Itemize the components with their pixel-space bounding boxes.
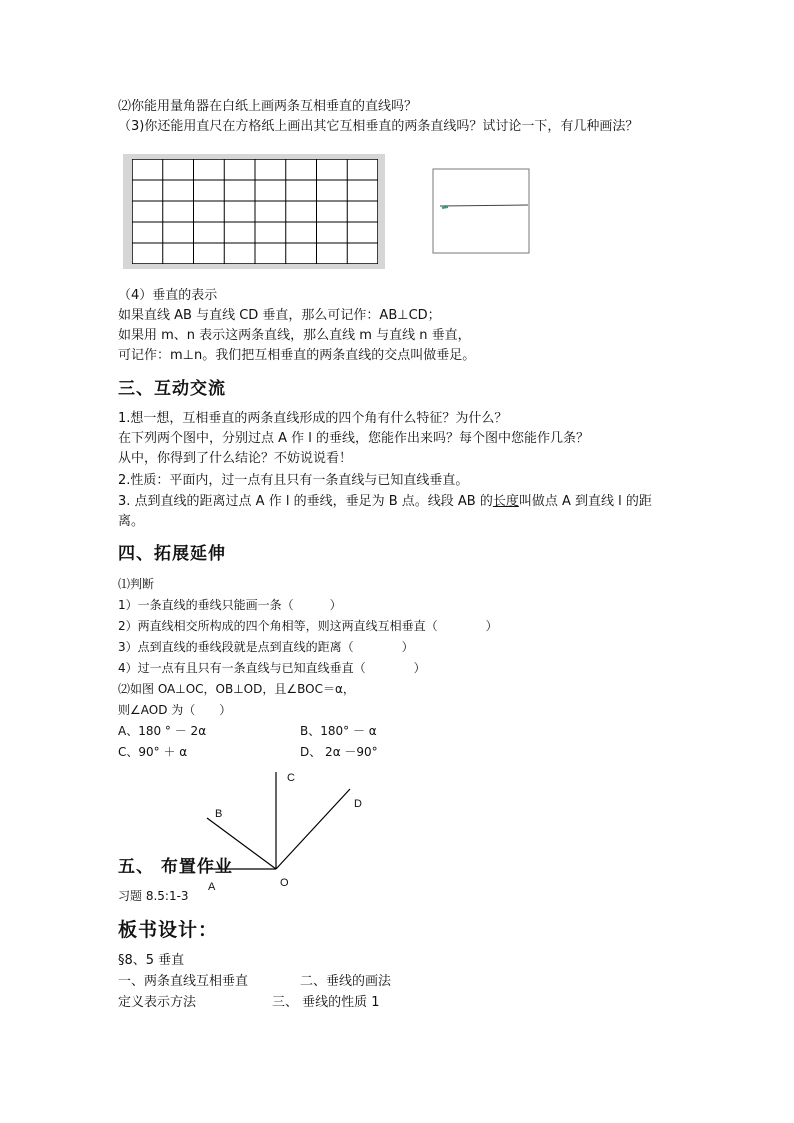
option-b: B、180° － α: [300, 724, 377, 738]
board-col2-b: 三、 垂线的性质 1: [272, 995, 380, 1010]
representation-heading: （4）垂直的表示: [118, 288, 218, 303]
section-3-distance-end: 离。: [118, 514, 145, 529]
board-col2-a: 二、垂线的画法: [300, 974, 392, 989]
board-line-1: §8、5 垂直: [118, 953, 185, 968]
option-d: D、 2α －90°: [300, 745, 378, 759]
representation-line-2: 如果用 m、n 表示这两条直线，那么直线 m 与直线 n 垂直，: [118, 328, 471, 343]
question-angle-answer: 则∠AOD 为（ ）: [118, 703, 232, 717]
option-c: C、90° ＋ α: [118, 745, 188, 759]
board-col1-a: 一、两条直线互相垂直: [118, 974, 249, 989]
homework: 习题 8.5:1-3: [118, 889, 189, 903]
distance-text-b: 叫做点 A 到直线 l 的距: [518, 494, 652, 509]
section-3-title: 三、互动交流: [118, 379, 226, 399]
distance-text-a: 3. 点到直线的距离过点 A 作 l 的垂线，垂足为 B 点。线段 AB 的: [118, 494, 493, 509]
section-3-paragraph-1: 1.想一想，互相垂直的两条直线形成的四个角有什么特征？为什么？: [118, 411, 508, 426]
judge-item-1: 1）一条直线的垂线只能画一条（ ）: [118, 598, 342, 612]
section-3-distance-definition: [118, 493, 652, 511]
section-4-title: 四、拓展延伸: [118, 544, 226, 564]
grid-paper: [132, 159, 378, 264]
option-a: A、180 ° － 2α: [118, 724, 207, 738]
representation-line-3: 可记作：m⊥n。我们把互相垂直的两条直线的交点叫做垂足。: [118, 348, 476, 363]
label-b: B: [215, 808, 223, 820]
label-a: A: [208, 881, 216, 893]
blank-paper-figure: [432, 168, 530, 254]
distance-underlined-term: 长度: [492, 494, 519, 509]
judge-item-4: 4）过一点有且只有一条直线与已知直线垂直（ ）: [118, 661, 426, 675]
section-5-title: 五、 布置作业: [118, 857, 233, 877]
judge-item-3: 3）点到直线的垂线段就是点到直线的距离（ ）: [118, 640, 414, 654]
section-3-paragraph-3: 从中，你得到了什么结论？不妨说说看！: [118, 451, 353, 466]
board-col1-b: 定义表示方法: [118, 995, 197, 1010]
question-2: ⑵你能用量角器在白纸上画两条互相垂直的直线吗？: [118, 99, 418, 114]
question-angle: ⑵如图 OA⊥OC，OB⊥OD，且∠BOC＝α，: [118, 682, 355, 696]
label-c: C: [287, 772, 295, 784]
question-3: （3)你还能用直尺在方格纸上画出其它互相垂直的两条直线吗？试讨论一下，有几种画法？: [118, 119, 639, 134]
ray-od: [276, 789, 350, 869]
representation-line-1: 如果直线 AB 与直线 CD 垂直，那么可记作：AB⊥CD；: [118, 308, 441, 323]
label-d: D: [354, 798, 362, 810]
board-design-title: 板书设计：: [118, 919, 219, 941]
judge-heading: ⑴判断: [118, 577, 155, 591]
section-3-property: 2.性质：平面内，过一点有且只有一条直线与已知直线垂直。: [118, 473, 469, 488]
section-3-paragraph-2: 在下列两个图中，分别过点 A 作 l 的垂线，您能作出来吗？每个图中您能作几条？: [118, 431, 590, 446]
label-o: O: [280, 877, 289, 889]
judge-item-2: 2）两直线相交所构成的四个角相等，则这两直线互相垂直（ ）: [118, 619, 498, 633]
